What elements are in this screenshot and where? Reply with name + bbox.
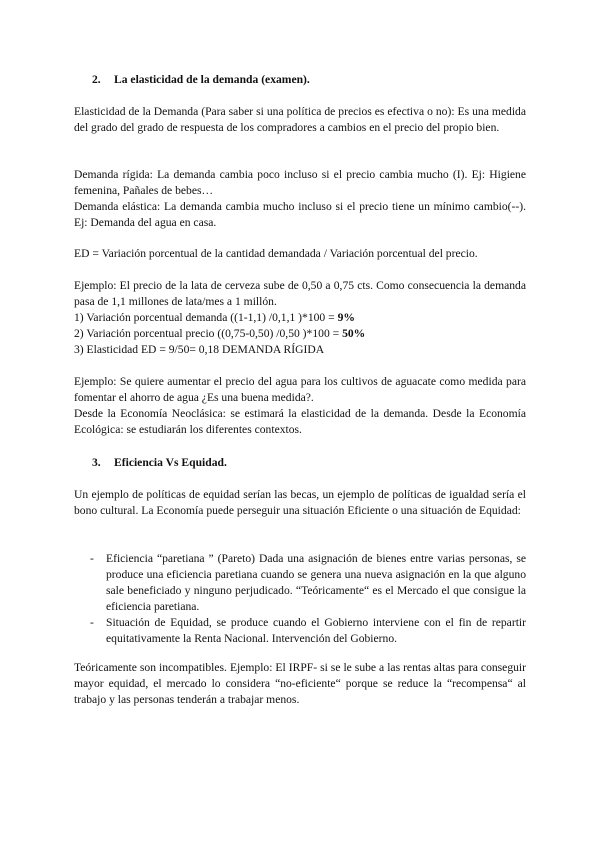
rigid-demand-paragraph: Demanda rígida: La demanda cambia poco incluso si el precio cambia mucho (I). Ej: Higiene femenina, Pañales de bebes… <box>74 168 526 197</box>
example-1-step-2 <box>74 326 526 342</box>
example-1-intro: Ejemplo: El precio de la lata de cerveza sube de 0,50 a 0,75 cts. Como consecuencia la demanda pasa de 1,1 millones de lata/mes a 1 millón. <box>74 279 526 308</box>
example-1 <box>74 278 526 358</box>
example-1-step-1 <box>74 310 526 326</box>
step-1-text: 1) Variación porcentual demanda ((1-1,1) /0,1,1 )*100 = <box>74 311 338 324</box>
section-title: La elasticidad de la demanda (examen). <box>114 73 310 86</box>
example-1-step-3: 3) Elasticidad ED = 9/50= 0,18 DEMANDA RÍGIDA <box>74 343 325 356</box>
step-2-result: 50% <box>342 327 366 340</box>
step-1-result: 9% <box>337 311 355 324</box>
list-item-text: Eficiencia “paretiana ” (Pareto) Dada una asignación de bienes entre varias personas, se produce una eficiencia paretiana cuando se genera una nueva asignación en la que alguno sale beneficiado y ninguno perjudicado. “Teóricamente“ es el Mercado el que consigue la eficiencia paretiana. <box>106 552 526 613</box>
section-title: Eficiencia Vs Equidad. <box>114 456 227 469</box>
elastic-demand-paragraph: Demanda elástica: La demanda cambia mucho incluso si el precio tiene un mínimo cambio(--). Ej: Demanda del agua en casa. <box>74 200 526 229</box>
bullet-dash: - <box>90 616 94 629</box>
section-heading-2 <box>92 72 310 88</box>
section-number: 3. <box>92 456 101 469</box>
example-2-intro: Ejemplo: Se quiere aumentar el precio del agua para los cultivos de aguacate como medida para fomentar el ahorro de agua ¿Es una buena medida?. <box>74 375 526 404</box>
list-item-text: Situación de Equidad, se produce cuando el Gobierno interviene con el fin de repartir equitativamente la Renta Nacional. Intervención del Gobierno. <box>106 616 526 645</box>
step-2-text: 2) Variación porcentual precio ((0,75-0,50) /0,50 )*100 = <box>74 327 343 340</box>
example-2 <box>74 374 526 438</box>
bullet-dash: - <box>90 552 94 565</box>
formula-paragraph: ED = Variación porcentual de la cantidad demandada / Variación porcentual del precio. <box>74 247 478 260</box>
section-number: 2. <box>92 73 101 86</box>
definition-paragraph: Elasticidad de la Demanda (Para saber si una política de precios es efectiva o no): Es una medida del grado del grado de respuesta de los compradores a cambios en el precio del propio bien. <box>74 105 526 134</box>
section-heading-3 <box>92 455 227 471</box>
example-2-answer: Desde la Economía Neoclásica: se estimará la elasticidad de la demanda. Desde la Economía Ecológica: se estudiarán los diferentes contextos. <box>74 407 526 436</box>
demand-types <box>74 167 526 231</box>
list-item <box>74 615 526 647</box>
list-item <box>74 551 526 615</box>
equity-intro-paragraph: Un ejemplo de políticas de equidad serían las becas, un ejemplo de políticas de igualdad sería el bono cultural. La Economía puede perseguir una situación Eficiente o una situación de Equidad: <box>74 488 526 517</box>
conclusion-paragraph: Teóricamente son incompatibles. Ejemplo: El IRPF- si se le sube a las rentas altas para conseguir mayor equidad, el mercado lo considera “no-eficiente“ porque se reduce la “recompensa“ al trabajo y las personas tenderán a trabajar menos. <box>74 661 526 706</box>
efficiency-equity-list <box>74 551 526 647</box>
